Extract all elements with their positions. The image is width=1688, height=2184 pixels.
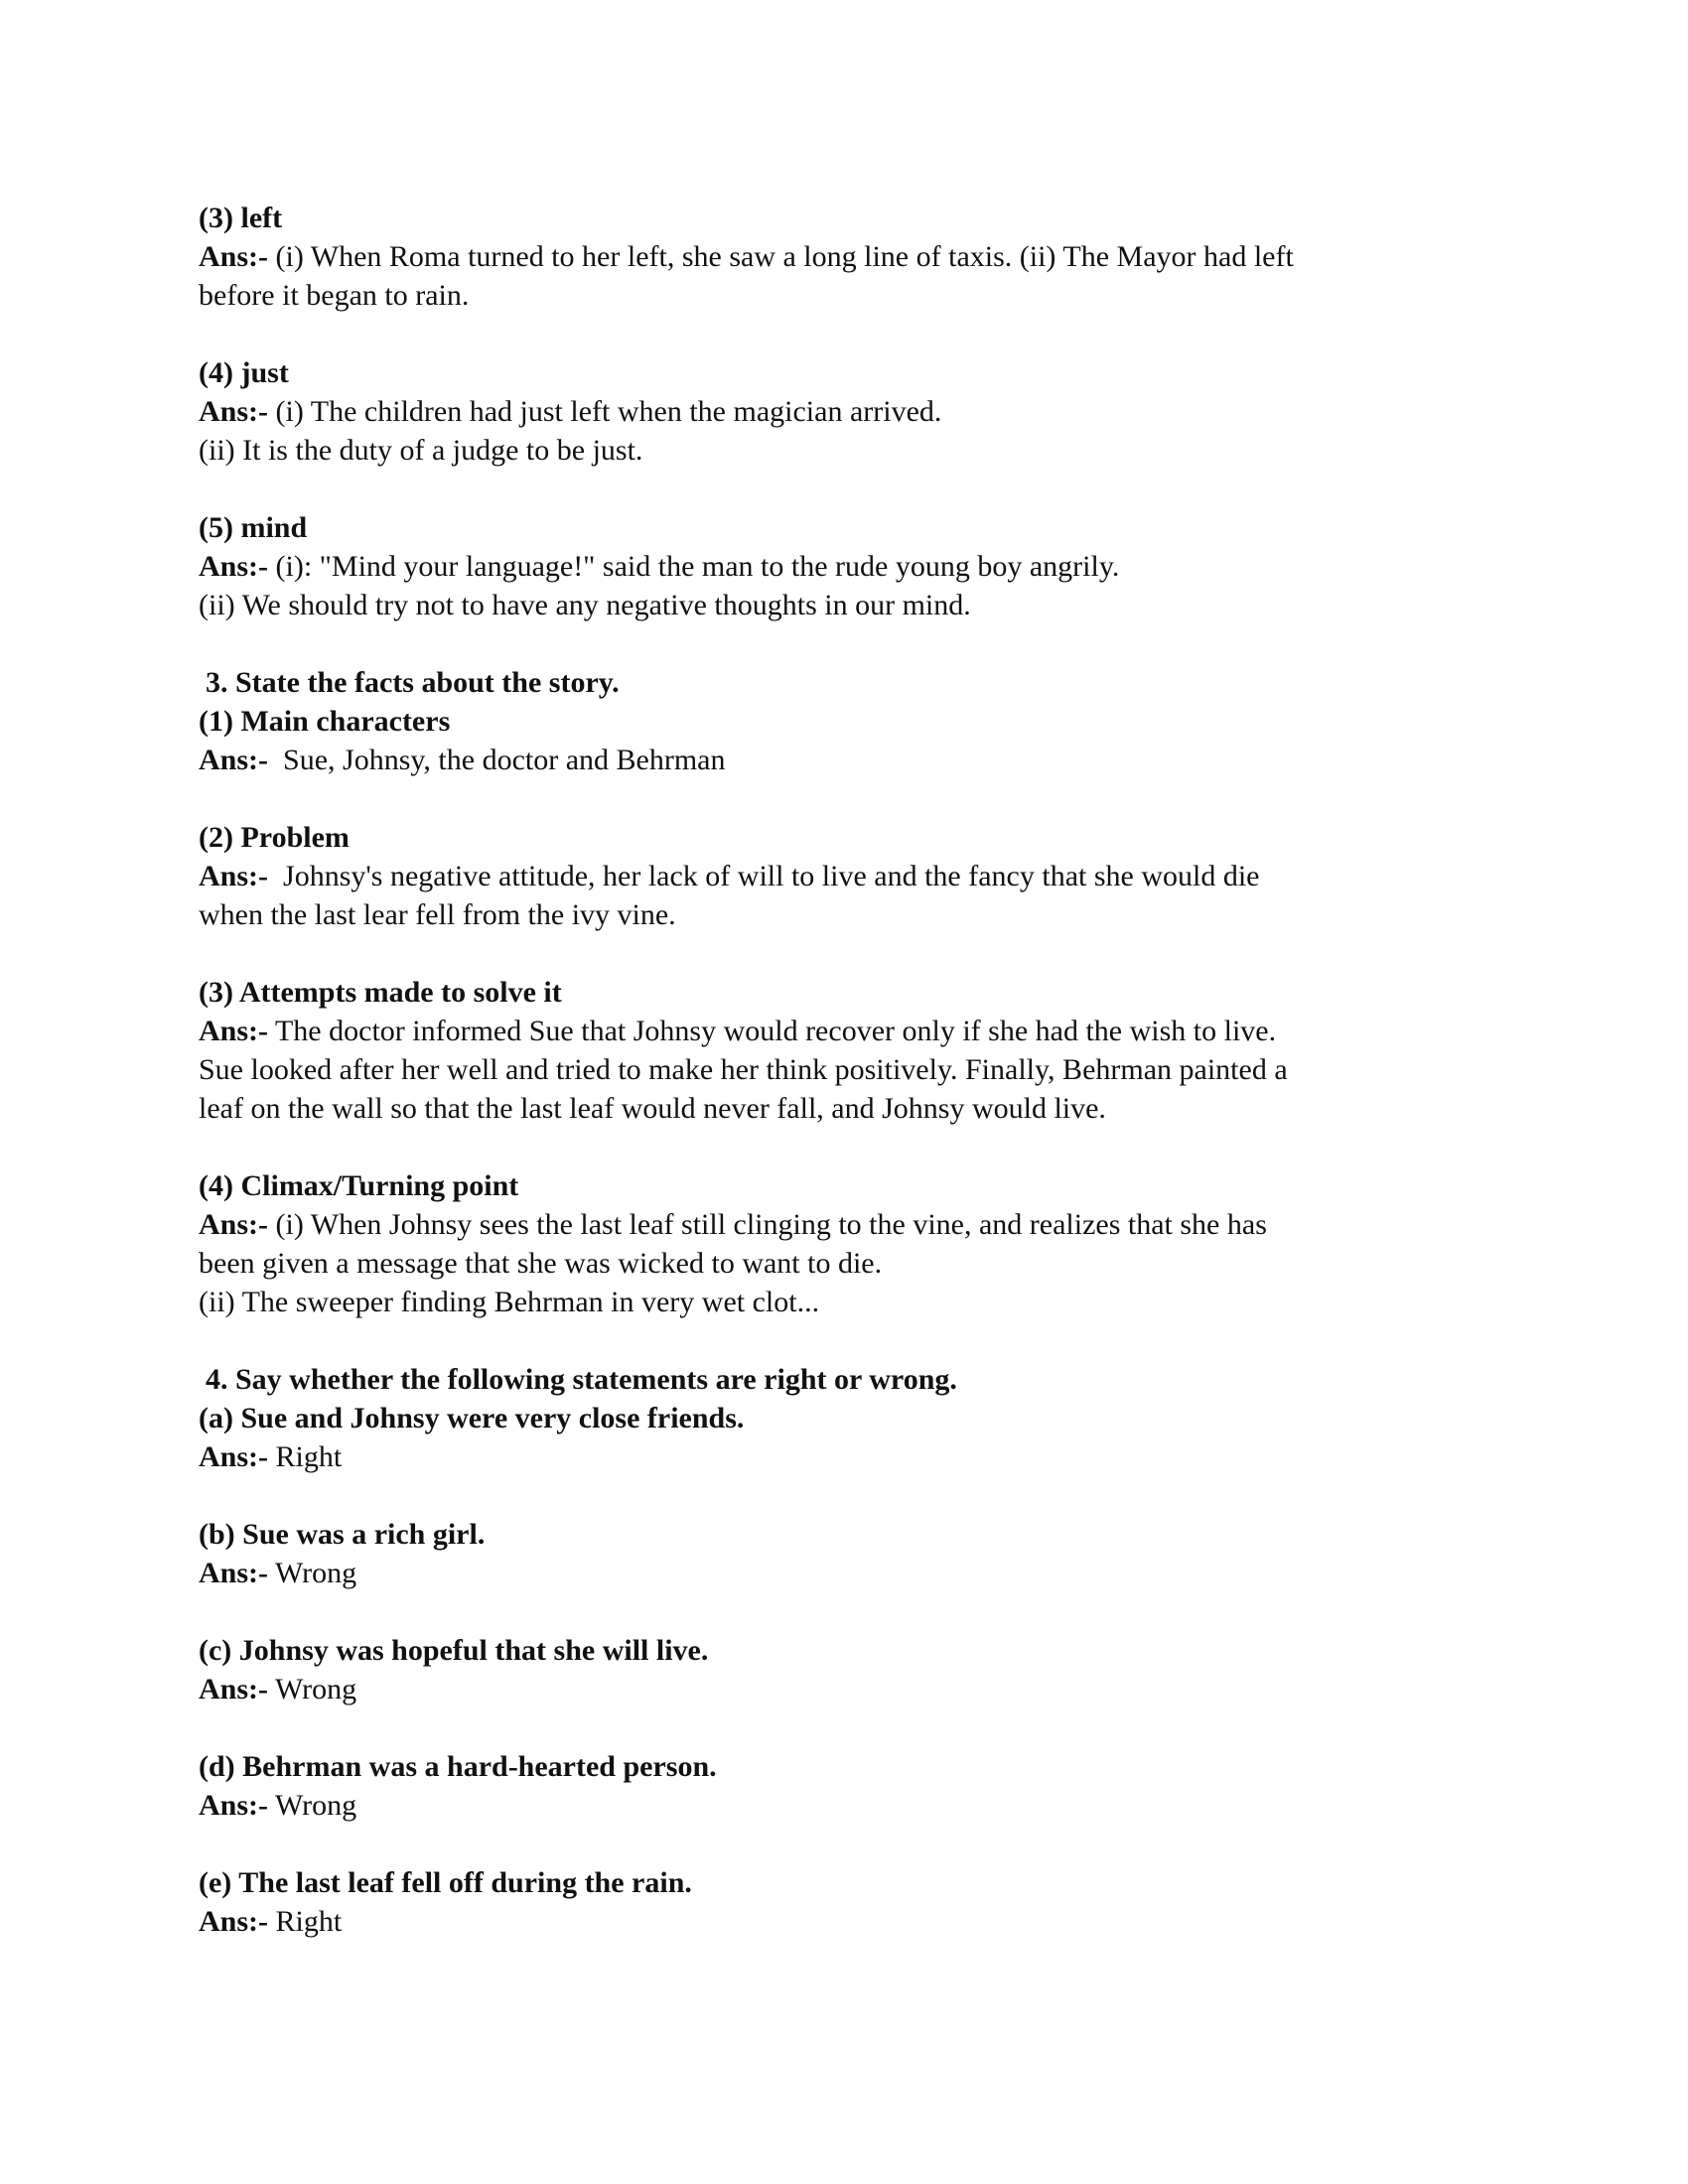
q2-item-mind xyxy=(199,508,1509,624)
answer-text: (i) When Johnsy sees the last leaf still clinging to the vine, and realizes that she has xyxy=(275,1208,1267,1241)
answer-line xyxy=(199,237,1509,276)
answer-text: (i) When Roma turned to her left, she saw a long line of taxis. (ii) The Mayor had left xyxy=(275,240,1294,273)
answer-text: Wrong xyxy=(274,1789,357,1822)
item-heading: (4) Climax/Turning point xyxy=(199,1169,519,1202)
answer-line xyxy=(199,1554,1509,1592)
answer-text: (i) The children had just left when the magician arrived. xyxy=(275,395,942,428)
section-4-item-d xyxy=(199,1747,1509,1825)
section-4-item-a xyxy=(199,1360,1509,1476)
statement: (a) Sue and Johnsy were very close friends. xyxy=(199,1402,745,1434)
answer-line xyxy=(199,1902,1509,1941)
answer-text: Johnsy's negative attitude, her lack of will to live and the fancy that she would die xyxy=(283,860,1260,892)
item-heading: (1) Main characters xyxy=(199,705,451,738)
answer-line xyxy=(199,392,1509,431)
section-title: 4. Say whether the following statements are right or wrong. xyxy=(206,1363,957,1396)
ans-label: Ans:- xyxy=(199,1015,269,1047)
answer-text: Right xyxy=(275,1440,343,1473)
answer-line xyxy=(199,1205,1509,1244)
answer-line xyxy=(199,1786,1509,1825)
ans-label: Ans:- xyxy=(199,1208,269,1241)
section-3-problem xyxy=(199,818,1509,934)
ans-label: Ans:- xyxy=(199,1789,269,1822)
ans-label: Ans:- xyxy=(199,1905,269,1938)
ans-label: Ans:- xyxy=(199,860,269,892)
item-heading: (3) left xyxy=(199,202,283,234)
answer-line: when the last lear fell from the ivy vine. xyxy=(199,898,676,931)
answer-line: (ii) The sweeper finding Behrman in very wet clot... xyxy=(199,1286,820,1318)
section-3-attempts xyxy=(199,973,1509,1128)
section-4-item-c xyxy=(199,1631,1509,1708)
statement: (d) Behrman was a hard-hearted person. xyxy=(199,1750,717,1783)
ans-label: Ans:- xyxy=(199,1440,269,1473)
ans-label: Ans:- xyxy=(199,744,269,776)
statement: (c) Johnsy was hopeful that she will live. xyxy=(199,1634,709,1667)
ans-label: Ans:- xyxy=(199,1557,269,1589)
ans-label: Ans:- xyxy=(199,240,269,273)
statement: (e) The last leaf fell off during the rain. xyxy=(199,1866,692,1899)
answer-text: The doctor informed Sue that Johnsy would recover only if she had the wish to live. xyxy=(274,1015,1277,1047)
q2-item-left xyxy=(199,199,1509,315)
section-4-item-b xyxy=(199,1515,1509,1592)
answer-line xyxy=(199,857,1509,895)
answer-line xyxy=(199,1012,1509,1050)
document-page xyxy=(199,199,1509,1979)
q2-item-just xyxy=(199,353,1509,470)
item-heading: (2) Problem xyxy=(199,821,350,854)
section-3-main-characters xyxy=(199,663,1509,779)
item-heading: (5) mind xyxy=(199,511,308,544)
answer-text: Sue, Johnsy, the doctor and Behrman xyxy=(283,744,726,776)
ans-label: Ans:- xyxy=(199,395,269,428)
answer-line: (ii) It is the duty of a judge to be just. xyxy=(199,434,643,467)
item-heading: (4) just xyxy=(199,356,289,389)
answer-line xyxy=(199,1670,1509,1708)
answer-line: Sue looked after her well and tried to make her think positively. Finally, Behrman painted a xyxy=(199,1053,1288,1086)
answer-line xyxy=(199,741,1509,779)
ans-label: Ans:- xyxy=(199,1673,269,1706)
ans-label: Ans:- xyxy=(199,550,269,583)
section-title: 3. State the facts about the story. xyxy=(206,666,620,699)
statement: (b) Sue was a rich girl. xyxy=(199,1518,486,1551)
answer-line xyxy=(199,1437,1509,1476)
answer-line: before it began to rain. xyxy=(199,279,470,312)
section-4-item-e xyxy=(199,1863,1509,1941)
answer-line xyxy=(199,547,1509,586)
answer-line: been given a message that she was wicked to want to die. xyxy=(199,1247,883,1280)
answer-text: (i): "Mind your language!" said the man to the rude young boy angrily. xyxy=(275,550,1120,583)
answer-text: Wrong xyxy=(274,1557,357,1589)
answer-text: Right xyxy=(275,1905,343,1938)
section-3-climax xyxy=(199,1166,1509,1321)
item-heading: (3) Attempts made to solve it xyxy=(199,976,562,1009)
answer-line: leaf on the wall so that the last leaf would never fall, and Johnsy would live. xyxy=(199,1092,1106,1125)
answer-text: Wrong xyxy=(274,1673,357,1706)
answer-line: (ii) We should try not to have any negative thoughts in our mind. xyxy=(199,589,971,621)
